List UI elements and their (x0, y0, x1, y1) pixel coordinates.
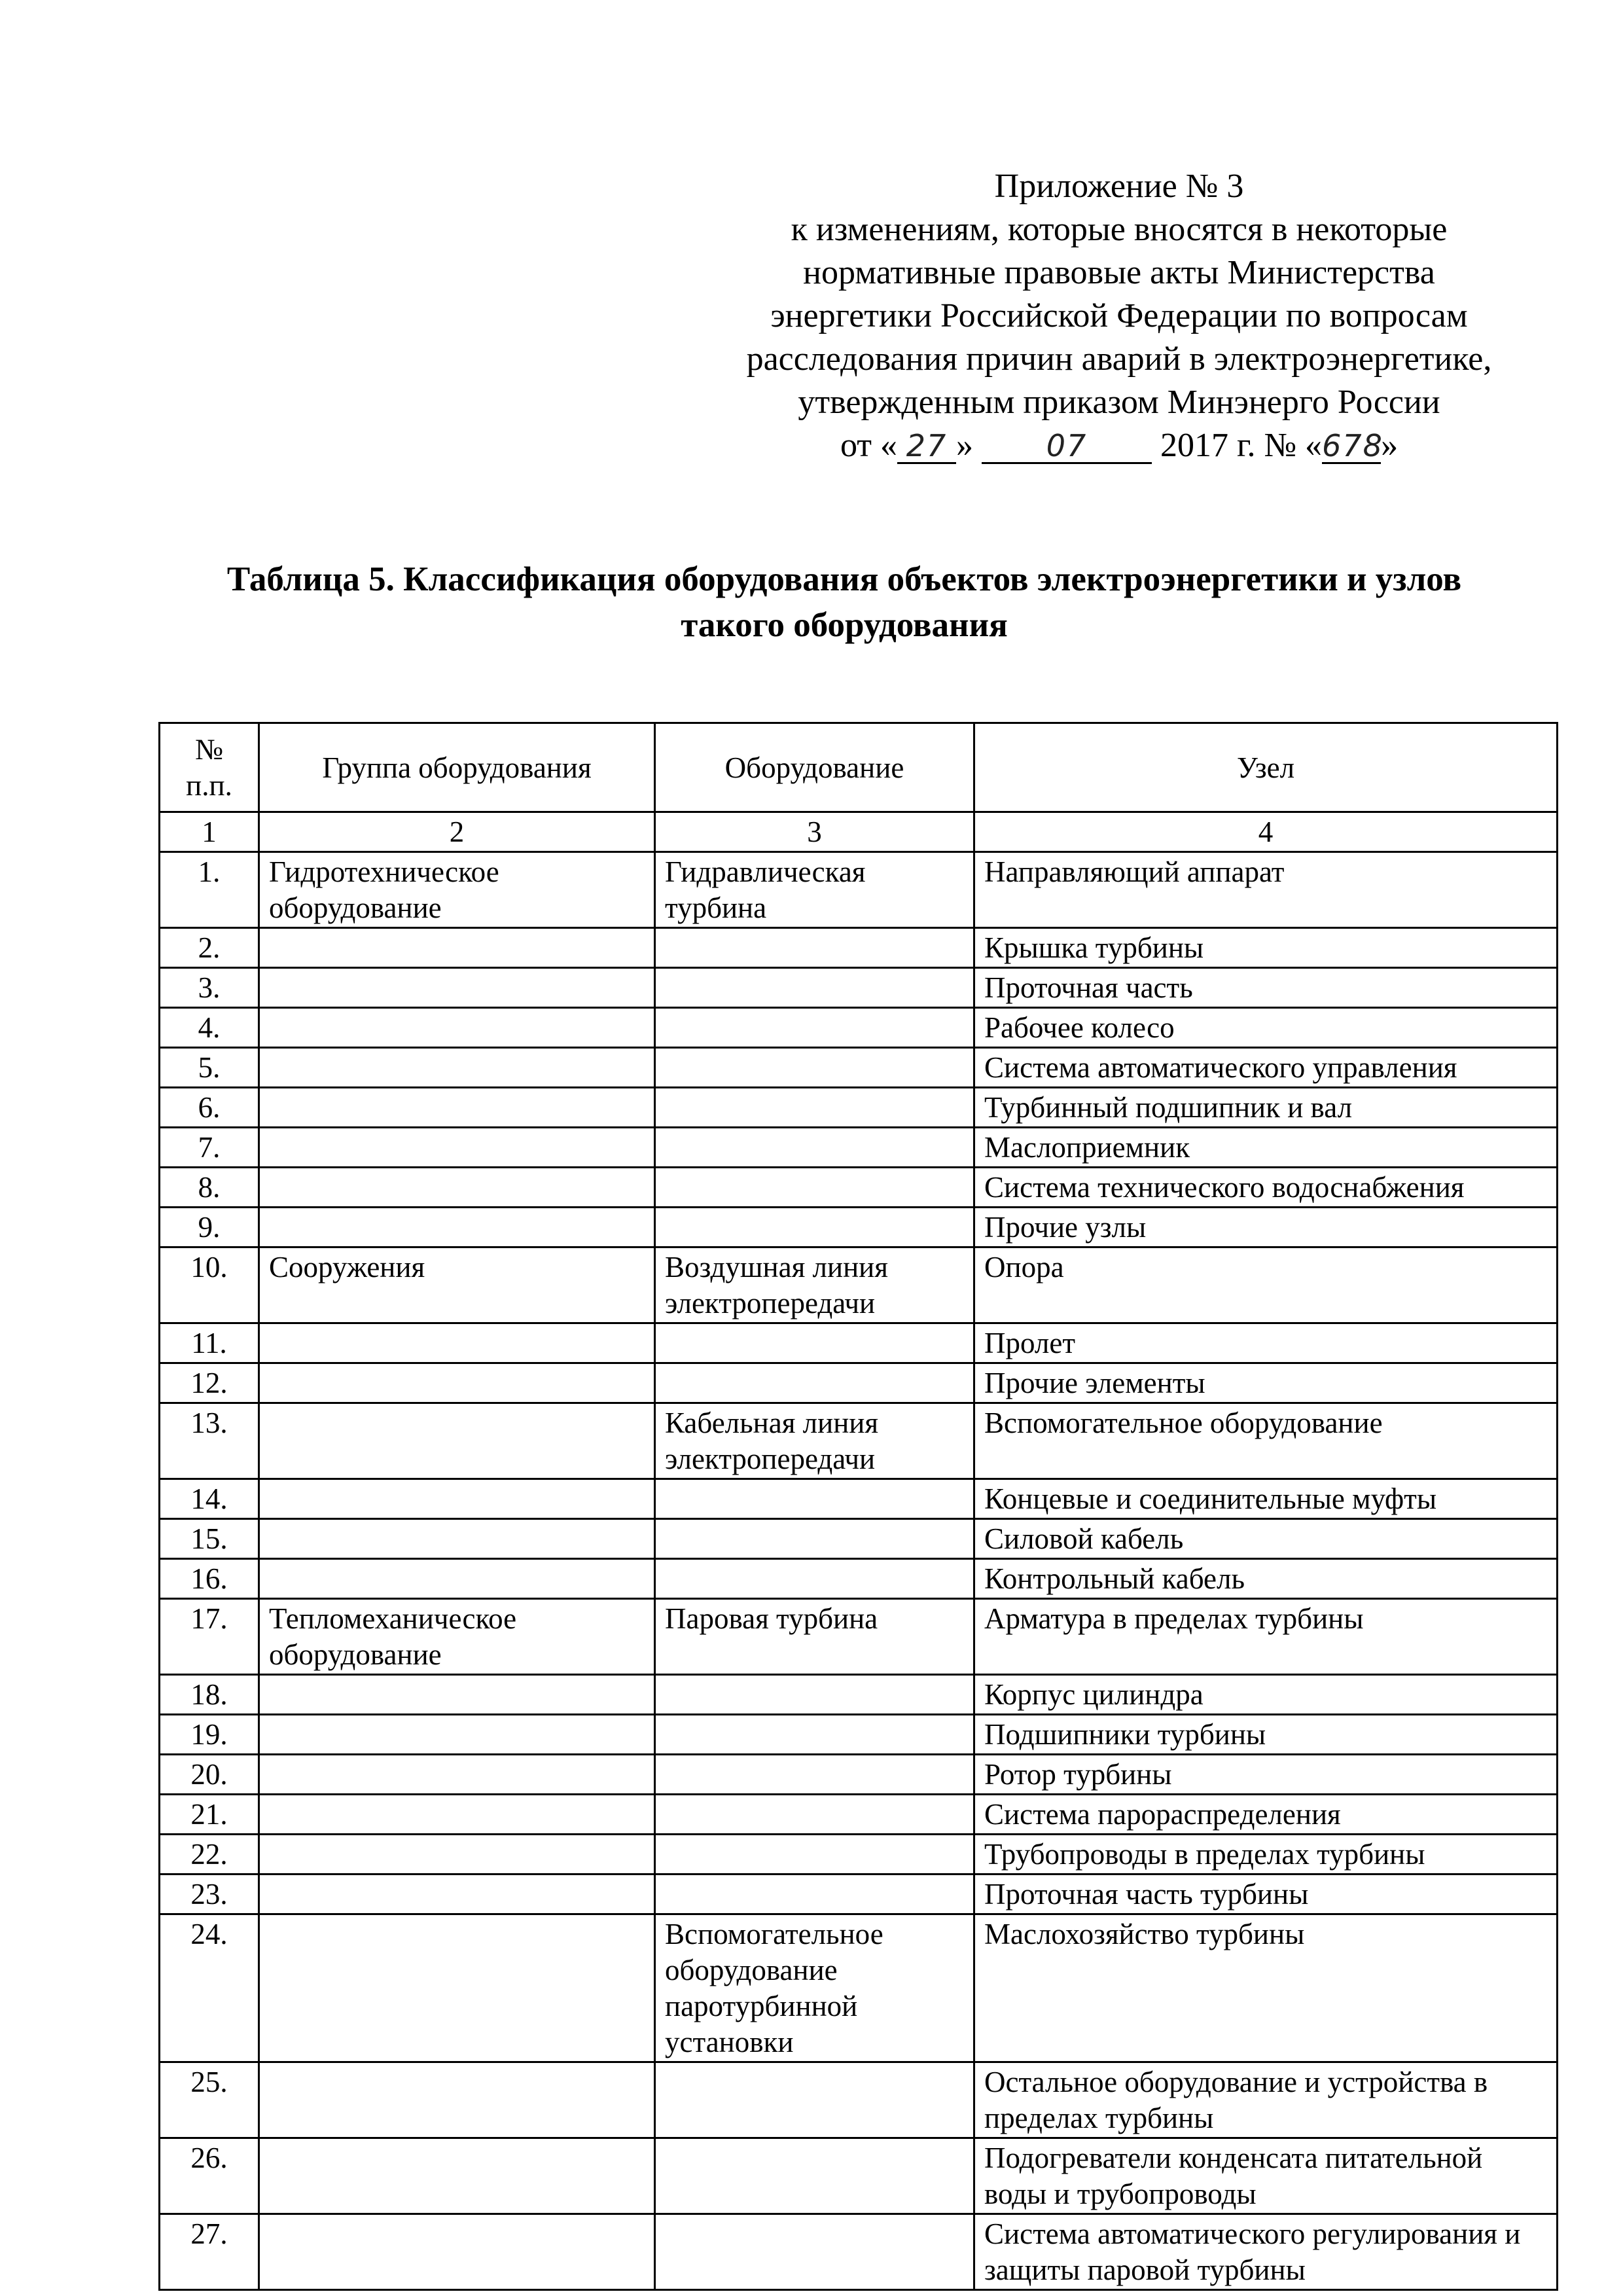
row-number: 13. (160, 1403, 259, 1479)
col-number: 1 (160, 812, 259, 852)
node-cell: Система автоматического управления (974, 1048, 1558, 1088)
table-row (160, 1914, 1558, 2062)
equipment-group-cell: Тепломеханическое оборудование (259, 1599, 655, 1675)
header-line: расследования причин аварий в электроэнергетике, (746, 340, 1492, 378)
row-number: 15. (160, 1519, 259, 1559)
equipment-cell (655, 1715, 974, 1755)
table-row (160, 1835, 1558, 1874)
node-cell: Вспомогательное оборудование (974, 1403, 1558, 1479)
equipment-cell (655, 2214, 974, 2290)
header-group: Группа оборудования (259, 723, 655, 812)
equipment-group-cell (259, 1675, 655, 1715)
table-row (160, 1479, 1558, 1519)
node-cell: Проточная часть турбины (974, 1874, 1558, 1914)
row-number: 25. (160, 2062, 259, 2138)
equipment-group-cell (259, 1168, 655, 1208)
table-row (160, 1874, 1558, 1914)
row-number: 2. (160, 928, 259, 968)
equipment-cell (655, 2138, 974, 2214)
table-row (160, 1048, 1558, 1088)
table-row (160, 1675, 1558, 1715)
equipment-cell (655, 1874, 974, 1914)
row-number: 18. (160, 1675, 259, 1715)
node-cell: Прочие элементы (974, 1363, 1558, 1403)
equipment-group-cell (259, 1914, 655, 2062)
table-title-line1: Таблица 5. Классификация оборудования объектов электроэнергетики и узлов (226, 560, 1462, 598)
equipment-group-cell (259, 1559, 655, 1599)
equipment-cell (655, 1008, 974, 1048)
equipment-cell: Гидравлическая турбина (655, 852, 974, 928)
equipment-cell (655, 1795, 974, 1835)
row-number: 9. (160, 1208, 259, 1247)
equipment-cell (655, 1128, 974, 1168)
equipment-group-cell (259, 1128, 655, 1168)
equipment-group-cell: Сооружения (259, 1247, 655, 1323)
equipment-cell (655, 1479, 974, 1519)
header-no: № п.п. (160, 723, 259, 812)
node-cell: Рабочее колесо (974, 1008, 1558, 1048)
equipment-cell (655, 1168, 974, 1208)
table-row (160, 1008, 1558, 1048)
table-row (160, 1715, 1558, 1755)
row-number: 27. (160, 2214, 259, 2290)
table-row (160, 1363, 1558, 1403)
row-number: 24. (160, 1914, 259, 2062)
row-number: 10. (160, 1247, 259, 1323)
date-day-handwritten: 27 (906, 428, 948, 463)
equipment-group-cell (259, 1795, 655, 1835)
row-number: 20. (160, 1755, 259, 1795)
node-cell: Система автоматического регулирования и защиты паровой турбины (974, 2214, 1558, 2290)
equipment-group-cell (259, 1479, 655, 1519)
table-title-line2: такого оборудования (681, 606, 1008, 644)
node-cell: Маслоприемник (974, 1128, 1558, 1168)
node-cell: Концевые и соединительные муфты (974, 1479, 1558, 1519)
order-date-line (654, 424, 1584, 467)
row-number: 21. (160, 1795, 259, 1835)
table-row (160, 1247, 1558, 1323)
node-cell: Направляющий аппарат (974, 852, 1558, 928)
header-equipment: Оборудование (655, 723, 974, 812)
equipment-group-cell (259, 2138, 655, 2214)
row-number: 23. (160, 1874, 259, 1914)
equipment-group-cell (259, 1208, 655, 1247)
equipment-group-cell (259, 1403, 655, 1479)
row-number: 22. (160, 1835, 259, 1874)
table-row (160, 852, 1558, 928)
order-number-handwritten: 678 (1322, 428, 1383, 463)
classification-table (158, 722, 1558, 2291)
equipment-cell (655, 928, 974, 968)
header-node: Узел (974, 723, 1558, 812)
table-row (160, 1323, 1558, 1363)
col-number: 2 (259, 812, 655, 852)
table-row (160, 1168, 1558, 1208)
equipment-cell: Кабельная линия электропередачи (655, 1403, 974, 1479)
equipment-group-cell (259, 2214, 655, 2290)
node-cell: Проточная часть (974, 968, 1558, 1008)
equipment-group-cell (259, 1323, 655, 1363)
node-cell: Корпус цилиндра (974, 1675, 1558, 1715)
table-row (160, 1128, 1558, 1168)
node-cell: Система технического водоснабжения (974, 1168, 1558, 1208)
equipment-cell (655, 1323, 974, 1363)
node-cell: Остальное оборудование и устройства в пределах турбины (974, 2062, 1558, 2138)
table-title (118, 556, 1571, 648)
header-line: нормативные правовые акты Министерства (803, 254, 1435, 291)
header-line: к изменениям, которые вносятся в некоторые (791, 211, 1448, 248)
row-number: 1. (160, 852, 259, 928)
date-mid: » (955, 427, 973, 464)
header-line: утвержденным приказом Минэнерго России (798, 384, 1440, 421)
row-number: 6. (160, 1088, 259, 1128)
node-cell: Маслохозяйство турбины (974, 1914, 1558, 2062)
equipment-group-cell (259, 2062, 655, 2138)
table-row (160, 2062, 1558, 2138)
node-cell: Подогреватели конденсата питательной воды и трубопроводы (974, 2138, 1558, 2214)
table-row (160, 2214, 1558, 2290)
equipment-group-cell (259, 1715, 655, 1755)
table-row (160, 1088, 1558, 1128)
node-cell: Силовой кабель (974, 1519, 1558, 1559)
equipment-cell: Паровая турбина (655, 1599, 974, 1675)
equipment-cell (655, 1519, 974, 1559)
node-cell: Арматура в пределах турбины (974, 1599, 1558, 1675)
row-number: 7. (160, 1128, 259, 1168)
node-cell: Крышка турбины (974, 928, 1558, 968)
equipment-group-cell (259, 1363, 655, 1403)
node-cell: Прочие узлы (974, 1208, 1558, 1247)
equipment-group-cell (259, 968, 655, 1008)
appendix-header (654, 165, 1584, 467)
equipment-group-cell (259, 1048, 655, 1088)
row-number: 26. (160, 2138, 259, 2214)
node-cell: Ротор турбины (974, 1755, 1558, 1795)
node-cell: Опора (974, 1247, 1558, 1323)
row-number: 4. (160, 1008, 259, 1048)
table-row (160, 968, 1558, 1008)
equipment-group-cell (259, 1874, 655, 1914)
header-line: энергетики Российской Федерации по вопросам (770, 297, 1468, 334)
table-row (160, 1795, 1558, 1835)
node-cell: Турбинный подшипник и вал (974, 1088, 1558, 1128)
equipment-group-cell (259, 1835, 655, 1874)
equipment-cell (655, 1559, 974, 1599)
row-number: 8. (160, 1168, 259, 1208)
equipment-cell (655, 1755, 974, 1795)
node-cell: Контрольный кабель (974, 1559, 1558, 1599)
equipment-cell (655, 1048, 974, 1088)
table-row (160, 928, 1558, 968)
equipment-group-cell (259, 928, 655, 968)
equipment-cell (655, 1088, 974, 1128)
equipment-group-cell (259, 1088, 655, 1128)
date-suffix: » (1381, 427, 1399, 464)
table-header-row (160, 723, 1558, 812)
node-cell: Система парораспределения (974, 1795, 1558, 1835)
node-cell: Пролет (974, 1323, 1558, 1363)
table-row (160, 1559, 1558, 1599)
equipment-group-cell: Гидротехническое оборудование (259, 852, 655, 928)
equipment-cell (655, 2062, 974, 2138)
row-number: 12. (160, 1363, 259, 1403)
equipment-cell (655, 1208, 974, 1247)
row-number: 19. (160, 1715, 259, 1755)
equipment-group-cell (259, 1755, 655, 1795)
table-row (160, 1599, 1558, 1675)
node-cell: Подшипники турбины (974, 1715, 1558, 1755)
table-row (160, 2138, 1558, 2214)
equipment-group-cell (259, 1008, 655, 1048)
table-row (160, 1208, 1558, 1247)
col-number: 3 (655, 812, 974, 852)
row-number: 14. (160, 1479, 259, 1519)
row-number: 16. (160, 1559, 259, 1599)
node-cell: Трубопроводы в пределах турбины (974, 1835, 1558, 1874)
date-year-text: 2017 г. № « (1160, 427, 1323, 464)
equipment-cell (655, 968, 974, 1008)
row-number: 11. (160, 1323, 259, 1363)
equipment-cell (655, 1835, 974, 1874)
table-row (160, 1403, 1558, 1479)
row-number: 3. (160, 968, 259, 1008)
row-number: 17. (160, 1599, 259, 1675)
table-row (160, 1755, 1558, 1795)
table-row (160, 1519, 1558, 1559)
equipment-cell (655, 1675, 974, 1715)
date-prefix: от « (840, 427, 897, 464)
column-number-row (160, 812, 1558, 852)
row-number: 5. (160, 1048, 259, 1088)
col-number: 4 (974, 812, 1558, 852)
equipment-group-cell (259, 1519, 655, 1559)
equipment-cell: Воздушная линия электропередачи (655, 1247, 974, 1323)
equipment-cell: Вспомогательное оборудование паротурбинной установки (655, 1914, 974, 2062)
appendix-number: Приложение № 3 (994, 168, 1244, 205)
date-month-handwritten: 07 (1046, 428, 1088, 463)
equipment-cell (655, 1363, 974, 1403)
